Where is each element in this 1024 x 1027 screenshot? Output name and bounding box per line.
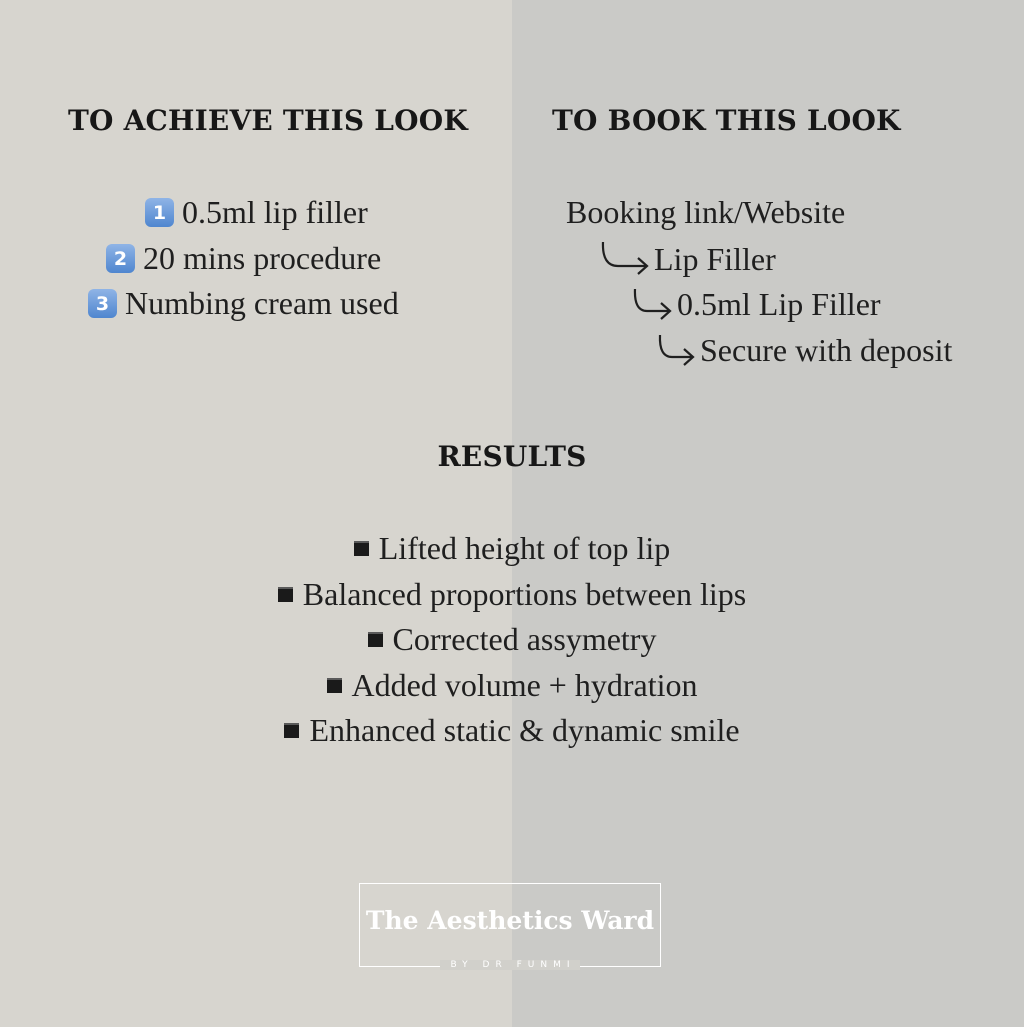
result-item-text: Added volume + hydration	[351, 667, 698, 703]
logo-title: The Aesthetics Ward	[365, 906, 655, 935]
booking-step-text: 0.5ml Lip Filler	[677, 285, 881, 322]
keycap-1-icon: 1	[145, 198, 174, 227]
curved-arrow-icon	[656, 331, 696, 369]
booking-step-3	[656, 331, 952, 369]
achieve-step-1	[145, 194, 368, 231]
black-square-icon	[354, 541, 369, 556]
results-heading: RESULTS	[437, 440, 587, 473]
black-square-icon	[327, 678, 342, 693]
booking-step-text: Lip Filler	[654, 240, 776, 277]
black-square-icon	[368, 632, 383, 647]
result-item-text: Corrected assymetry	[392, 621, 657, 657]
book-heading: TO BOOK THIS LOOK	[552, 104, 901, 137]
result-item-text: Balanced proportions between lips	[302, 576, 747, 612]
achieve-step-text: 20 mins procedure	[143, 240, 382, 276]
achieve-step-2	[106, 240, 381, 277]
logo-subtitle	[360, 960, 660, 970]
keycap-3-icon: 3	[88, 289, 117, 318]
result-item-text: Enhanced static & dynamic smile	[309, 712, 740, 748]
result-item	[0, 576, 1024, 613]
curved-arrow-icon	[631, 285, 673, 323]
keycap-2-icon: 2	[106, 244, 135, 273]
black-square-icon	[278, 587, 293, 602]
achieve-step-3	[88, 285, 399, 322]
result-item-text: Lifted height of top lip	[378, 530, 671, 566]
achieve-step-text: Numbing cream used	[125, 285, 399, 321]
brand-logo	[359, 883, 661, 970]
result-item	[0, 621, 1024, 658]
result-item	[0, 530, 1024, 567]
right-panel-background	[512, 0, 1024, 1027]
booking-root-text: Booking link/Website	[566, 194, 846, 230]
booking-step-2	[631, 285, 881, 323]
booking-step-text: Secure with deposit	[700, 331, 953, 368]
result-item	[0, 667, 1024, 704]
result-item	[0, 712, 1024, 749]
logo-subtitle-text: BY DR FUNMI	[440, 960, 579, 970]
booking-root	[566, 194, 845, 231]
achieve-step-text: 0.5ml lip filler	[182, 194, 368, 230]
achieve-heading: TO ACHIEVE THIS LOOK	[68, 104, 468, 137]
booking-step-1	[598, 240, 776, 278]
black-square-icon	[284, 723, 299, 738]
curved-arrow-icon	[598, 240, 650, 278]
